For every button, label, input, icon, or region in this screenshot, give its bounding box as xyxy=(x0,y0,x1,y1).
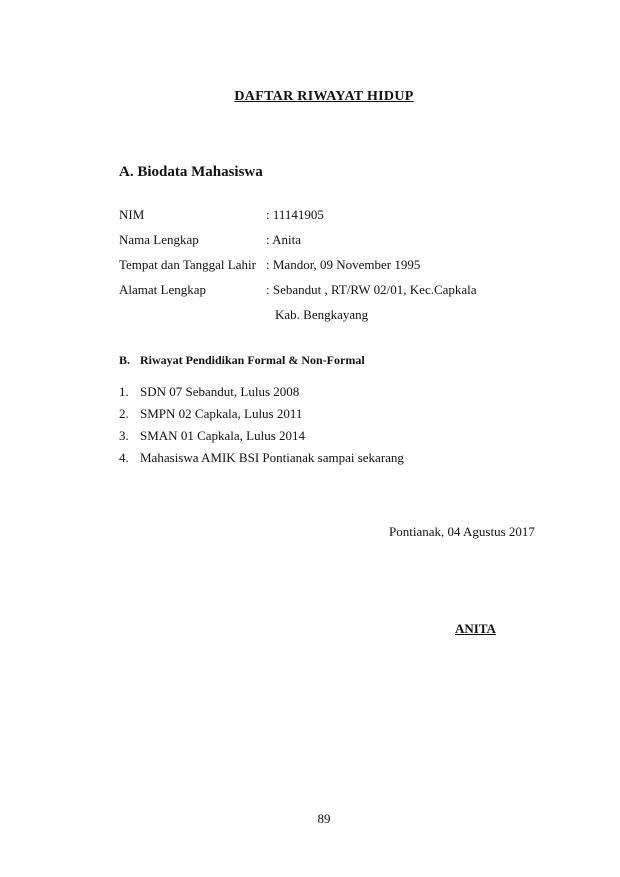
birth-label: Tempat dan Tanggal Lahir xyxy=(119,257,256,272)
list-item-number: 1. xyxy=(119,384,129,399)
page-number: 89 xyxy=(317,811,331,826)
birth-value: : Mandor, 09 November 1995 xyxy=(266,257,421,272)
address-label: Alamat Lengkap xyxy=(119,282,206,297)
page-title: DAFTAR RIWAYAT HIDUP xyxy=(234,89,414,104)
address-value: : Sebandut , RT/RW 02/01, Kec.Capkala xyxy=(266,282,477,297)
list-item: SMAN 01 Capkala, Lulus 2014 xyxy=(140,428,306,443)
list-item-number: 3. xyxy=(119,428,129,443)
list-item: SMPN 02 Capkala, Lulus 2011 xyxy=(140,406,303,421)
signer-name: ANITA xyxy=(455,621,496,636)
section-b-number: B. xyxy=(119,353,131,367)
name-label: Nama Lengkap xyxy=(119,232,199,247)
name-value: : Anita xyxy=(266,232,302,247)
nim-label: NIM xyxy=(119,207,145,222)
list-item: SDN 07 Sebandut, Lulus 2008 xyxy=(140,384,300,399)
place-date: Pontianak, 04 Agustus 2017 xyxy=(389,524,535,539)
list-item-number: 2. xyxy=(119,406,129,421)
nim-value: : 11141905 xyxy=(266,207,324,222)
section-b-heading: Riwayat Pendidikan Formal & Non-Formal xyxy=(140,353,365,367)
section-a-heading: A. Biodata Mahasiswa xyxy=(119,164,263,180)
list-item: Mahasiswa AMIK BSI Pontianak sampai sekarang xyxy=(140,450,404,465)
address-continuation: Kab. Bengkayang xyxy=(275,307,369,322)
list-item-number: 4. xyxy=(119,450,129,465)
